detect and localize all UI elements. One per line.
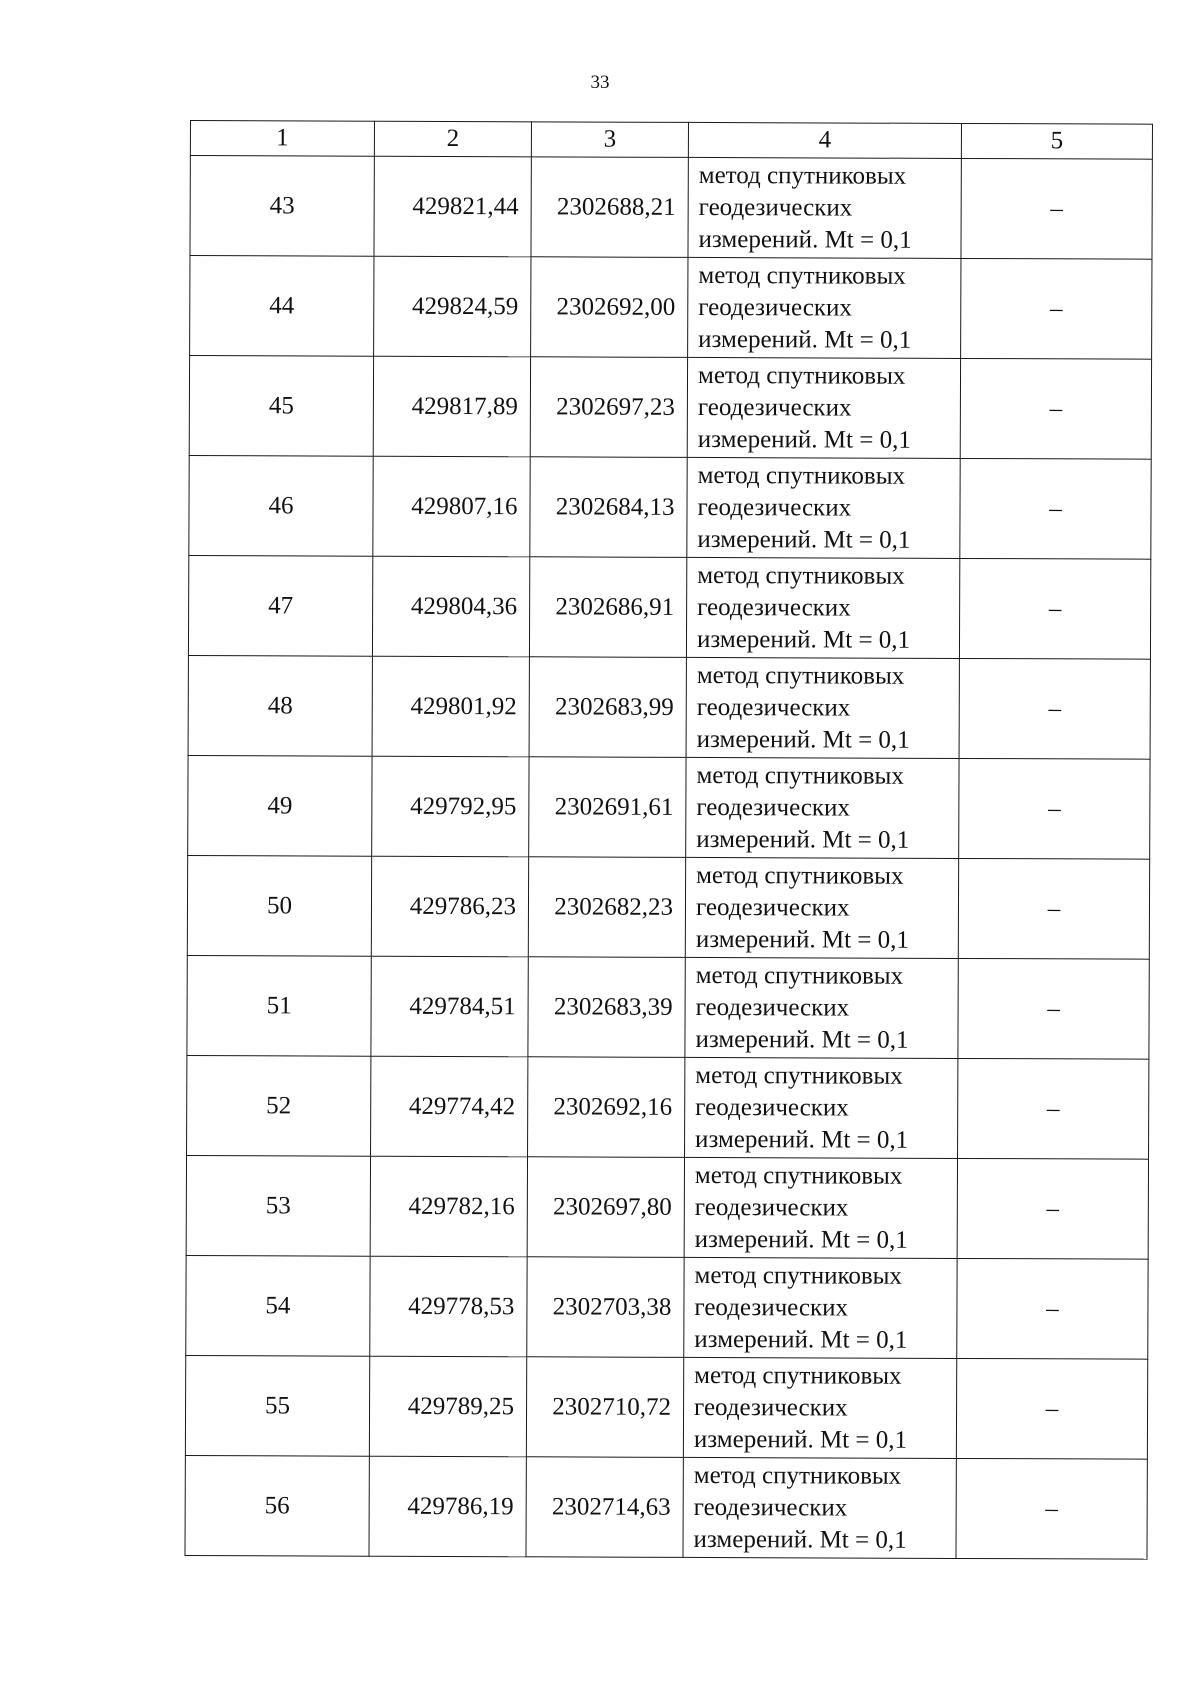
table-row: [188, 755, 1150, 859]
method-text-line: измерений. Mt = 0,1: [698, 325, 912, 354]
table-row: [187, 1055, 1149, 1159]
method-text-line: геодезических: [697, 393, 852, 422]
table-row: [189, 356, 1151, 460]
column-5-cell: –: [957, 1158, 1148, 1259]
x-coordinate-cell: 429786,23: [371, 856, 528, 957]
column-5-cell: –: [960, 458, 1151, 559]
method-text-line: геодезических: [697, 593, 851, 622]
coordinates-table: [184, 120, 1153, 1560]
header-col-5: 5: [961, 123, 1152, 159]
method-text-line: измерений. Mt = 0,1: [695, 1025, 909, 1054]
method-text-line: измерений. Mt = 0,1: [694, 1325, 908, 1354]
x-coordinate-cell: 429784,51: [371, 956, 528, 1057]
method-cell: [686, 557, 959, 658]
x-coordinate-cell: 429789,25: [369, 1356, 526, 1457]
x-coordinate-cell: 429817,89: [373, 356, 530, 457]
point-number-cell: 51: [187, 955, 371, 1056]
column-5-cell: –: [959, 658, 1150, 759]
method-text-line: метод спутниковых: [697, 461, 906, 490]
method-text-line: метод спутниковых: [694, 1161, 903, 1190]
method-text-line: геодезических: [698, 193, 853, 222]
x-coordinate-cell: 429792,95: [372, 756, 529, 857]
method-cell: [685, 957, 958, 1058]
column-5-cell: –: [960, 358, 1151, 459]
point-number-cell: 45: [189, 356, 373, 457]
method-cell: [687, 457, 960, 558]
y-coordinate-cell: 2302688,21: [531, 157, 688, 258]
column-5-cell: –: [959, 758, 1150, 859]
method-text-line: измерений. Mt = 0,1: [694, 1225, 908, 1254]
method-text-line: измерений. Mt = 0,1: [693, 1525, 907, 1554]
method-text-line: геодезических: [694, 1393, 848, 1422]
y-coordinate-cell: 2302686,91: [529, 557, 686, 658]
point-number-cell: 46: [189, 455, 373, 556]
header-col-3: 3: [531, 122, 688, 158]
x-coordinate-cell: 429821,44: [374, 156, 531, 257]
method-text-line: метод спутниковых: [696, 761, 904, 790]
method-cell: [685, 1057, 958, 1158]
method-cell: [683, 1357, 956, 1458]
x-coordinate-cell: 429807,16: [373, 456, 530, 557]
method-text-line: геодезических: [697, 493, 852, 522]
method-text-line: измерений. Mt = 0,1: [697, 525, 911, 554]
x-coordinate-cell: 429824,59: [374, 256, 531, 357]
y-coordinate-cell: 2302714,63: [526, 1457, 683, 1558]
x-coordinate-cell: 429774,42: [371, 1056, 528, 1157]
method-text-line: измерений. Mt = 0,1: [693, 1425, 908, 1454]
method-text-line: измерений. Mt = 0,1: [695, 1125, 909, 1154]
table-row: [185, 1355, 1147, 1459]
method-text-line: измерений. Mt = 0,1: [696, 625, 911, 654]
method-text-line: измерений. Mt = 0,1: [697, 425, 911, 454]
method-text-line: метод спутниковых: [696, 661, 905, 690]
point-number-cell: 44: [190, 256, 374, 357]
y-coordinate-cell: 2302683,99: [529, 657, 686, 758]
table-body: [185, 156, 1152, 1560]
method-cell: [683, 1457, 956, 1558]
point-number-cell: 49: [188, 755, 372, 856]
method-text-line: метод спутниковых: [697, 361, 906, 390]
table-header-row: [190, 121, 1152, 160]
point-number-cell: 53: [186, 1155, 370, 1256]
point-number-cell: 56: [185, 1455, 369, 1556]
column-5-cell: –: [958, 858, 1149, 959]
method-text-line: метод спутниковых: [693, 1461, 902, 1490]
y-coordinate-cell: 2302710,72: [526, 1357, 683, 1458]
method-text-line: геодезических: [696, 693, 851, 722]
method-cell: [684, 1257, 957, 1358]
table-row: [185, 1455, 1147, 1559]
y-coordinate-cell: 2302691,61: [529, 757, 686, 858]
method-text-line: измерений. Mt = 0,1: [696, 825, 910, 854]
column-5-cell: –: [961, 258, 1152, 359]
table-row: [187, 855, 1149, 959]
column-5-cell: –: [956, 1358, 1147, 1459]
method-text-line: метод спутниковых: [694, 1361, 902, 1390]
table-row: [190, 256, 1152, 360]
y-coordinate-cell: 2302692,16: [528, 1057, 685, 1158]
method-cell: [686, 757, 959, 858]
header-col-2: 2: [374, 121, 531, 157]
method-text-line: метод спутниковых: [695, 961, 904, 990]
table-row: [188, 655, 1150, 759]
method-text-line: геодезических: [695, 993, 850, 1022]
table-row: [190, 156, 1152, 260]
method-cell: [688, 257, 961, 358]
method-text-line: геодезических: [693, 1493, 848, 1522]
method-cell: [685, 857, 958, 958]
method-text-line: метод спутниковых: [694, 1261, 903, 1290]
method-cell: [687, 357, 960, 458]
method-text-line: геодезических: [698, 293, 852, 322]
column-5-cell: –: [956, 1458, 1147, 1559]
column-5-cell: –: [957, 1258, 1148, 1359]
method-text-line: измерений. Mt = 0,1: [696, 725, 910, 754]
method-cell: [684, 1157, 957, 1258]
header-col-4: 4: [688, 122, 961, 158]
x-coordinate-cell: 429778,53: [370, 1256, 527, 1357]
table-row: [187, 955, 1149, 1059]
point-number-cell: 48: [188, 655, 372, 756]
y-coordinate-cell: 2302683,39: [528, 957, 685, 1058]
method-text-line: геодезических: [695, 893, 850, 922]
method-text-line: метод спутниковых: [698, 161, 907, 190]
header-col-1: 1: [190, 121, 374, 157]
y-coordinate-cell: 2302703,38: [527, 1257, 684, 1358]
method-cell: [688, 157, 961, 258]
x-coordinate-cell: 429786,19: [369, 1456, 526, 1557]
table-row: [188, 555, 1150, 659]
column-5-cell: –: [958, 958, 1149, 1059]
method-text-line: геодезических: [694, 1193, 849, 1222]
column-5-cell: –: [961, 158, 1152, 259]
point-number-cell: 55: [185, 1355, 369, 1456]
method-text-line: геодезических: [694, 1293, 849, 1322]
x-coordinate-cell: 429804,36: [372, 556, 529, 657]
point-number-cell: 43: [190, 156, 374, 257]
column-5-cell: –: [959, 558, 1150, 659]
method-text-line: геодезических: [696, 793, 851, 822]
method-text-line: метод спутниковых: [698, 261, 906, 290]
method-text-line: метод спутниковых: [696, 861, 904, 890]
y-coordinate-cell: 2302697,23: [530, 357, 687, 458]
y-coordinate-cell: 2302684,13: [530, 457, 687, 558]
method-text-line: метод спутниковых: [695, 1061, 903, 1090]
method-text-line: метод спутниковых: [697, 561, 905, 590]
y-coordinate-cell: 2302682,23: [528, 857, 685, 958]
page-number: 33: [590, 72, 610, 93]
y-coordinate-cell: 2302692,00: [531, 257, 688, 358]
x-coordinate-cell: 429782,16: [370, 1156, 527, 1257]
method-cell: [686, 657, 959, 758]
y-coordinate-cell: 2302697,80: [527, 1157, 684, 1258]
x-coordinate-cell: 429801,92: [372, 656, 529, 757]
method-text-line: геодезических: [695, 1093, 849, 1122]
column-5-cell: –: [958, 1058, 1149, 1159]
point-number-cell: 50: [187, 855, 371, 956]
method-text-line: измерений. Mt = 0,1: [695, 925, 909, 954]
point-number-cell: 52: [187, 1055, 371, 1156]
table-row: [186, 1155, 1148, 1259]
table-row: [189, 455, 1151, 559]
table-row: [186, 1255, 1148, 1359]
point-number-cell: 54: [186, 1255, 370, 1356]
method-text-line: измерений. Mt = 0,1: [698, 225, 912, 254]
point-number-cell: 47: [188, 555, 372, 656]
